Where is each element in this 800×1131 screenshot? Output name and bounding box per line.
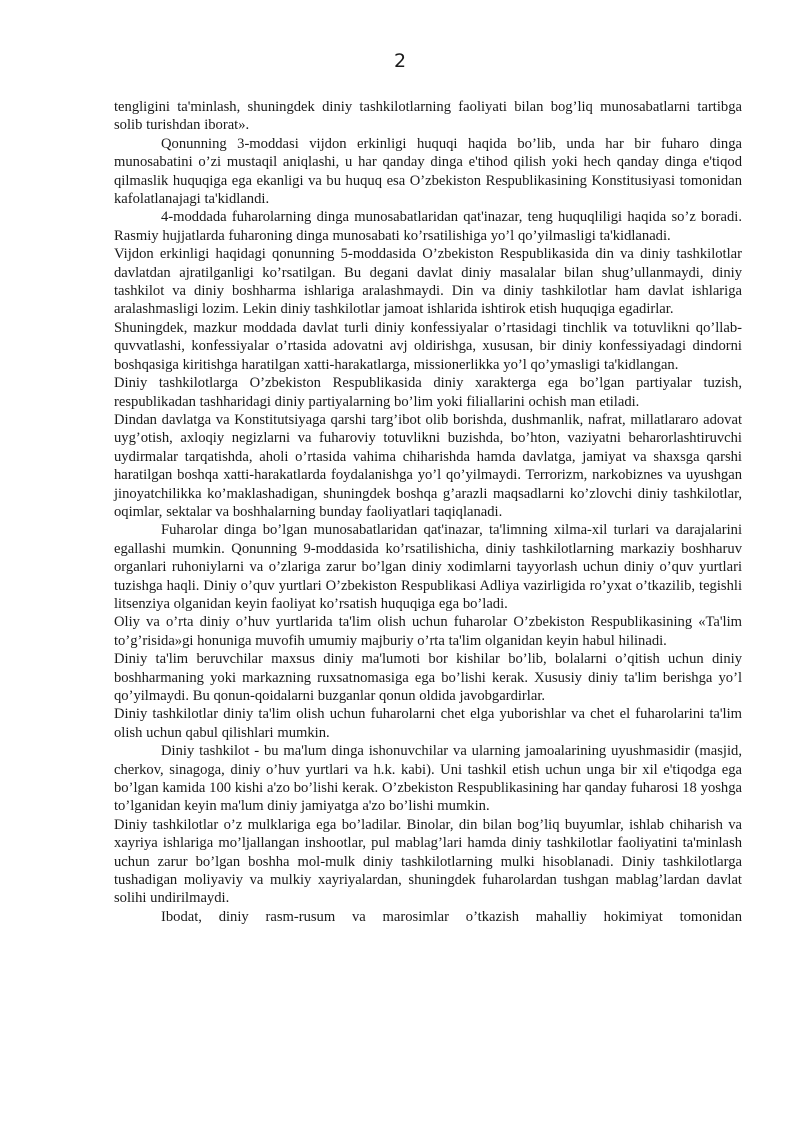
- paragraph: Vijdon erkinligi haqidagi qonunning 5-moddasida O’zbekiston Respublikasida din va diniy tashkilotlar davlatdan ajratilganligi ko’rsatilgan. Bu degani davlat diniy masalalar bilan shug’ullanmaydi, diniy tashkilot va diniy boshharma ishlariga aralashmaydi. Din va diniy tashkilotlar ham davlat ishlariga aralashmasligi lozim. Lekin diniy tashkilotlar jamoat ishlarida ishtirok etish huquqiga egadirlar.: [114, 246, 742, 318]
- paragraph: Diniy tashkilot - bu ma'lum dinga ishonuvchilar va ularning jamoalarining uyushmasidir (masjid, cherkov, sinagoga, diniy o’huv yurtlari va h.k. kabi). Uni tashkil etish uchun unga bir xil e'tiqodga ega bo’lgan kamida 100 kishi a'zo bo’lishi kerak. O’zbekiston Respublikasining har qanday fuharosi 18 yoshga to’lganidan keyin ma'lum diniy jamiyatga a'zo bo’lishi mumkin.: [114, 743, 742, 815]
- paragraph: Diniy ta'lim beruvchilar maxsus diniy ma'lumoti bor kishilar bo’lib, bolalarni o’qitish uchun diniy boshharmaning yoki markazning ruxsatnomasiga ega bo’lishi kerak. Xususiy diniy ta'lim berishga yo’l qo’yilmaydi. Bu qonun-qoidalarni buzganlar qonun oldida javobgardirlar.: [114, 651, 742, 704]
- paragraph: 4-moddada fuharolarning dinga munosabatlaridan qat'inazar, teng huquqliligi haqida so’z boradi. Rasmiy hujjatlarda fuharoning dinga munosabati ko’rsatilishiga yo’l qo’yilmasligi ta'kidlanadi.: [114, 209, 742, 244]
- paragraph: Diniy tashkilotlarga O’zbekiston Respublikasida diniy xarakterga ega bo’lgan partiyalar tuzish, respublikadan tashharidagi diniy partiyalarning bo’lim yoki filiallarini ochish man etiladi.: [114, 375, 742, 410]
- paragraph: Oliy va o’rta diniy o’huv yurtlarida ta'lim olish uchun fuharolar O’zbekiston Respublikasining «Ta'lim to’g’risida»gi honuniga muvofih umumiy majburiy o’rta ta'lim olganidan keyin habul hilinadi.: [114, 614, 742, 649]
- paragraph: Diniy tashkilotlar o’z mulklariga ega bo’ladilar. Binolar, din bilan bog’liq buyumlar, ishlab chiharish va xayriya ishlariga mo’ljallangan inshootlar, pul mablag’lari hamda diniy tashkilotlar faoliyatini ta'minlash uchun zarur bo’lgan boshha mol-mulk diniy tashkilotlarning mulki hisoblanadi. Diniy tashkilotlarga tushadigan moliyaviy va mulkiy xayriyalardan, shuningdek fuharolardan tushgan mablag’lardan davlat solihi undirilmaydi.: [114, 816, 742, 907]
- paragraph: tengligini ta'minlash, shuningdek diniy tashkilotlarning faoliyati bilan bog’liq munosabatlarni tartibga solib turishdan iborat».: [114, 99, 742, 134]
- body-text: [114, 98, 742, 926]
- page-number: 2: [393, 50, 407, 72]
- paragraph: Diniy tashkilotlar diniy ta'lim olish uchun fuharolarni chet elga yuborishlar va chet el fuharolarini ta'lim olish uchun qabul qilishlari mumkin.: [114, 706, 742, 741]
- paragraph: Dindan davlatga va Konstitutsiyaga qarshi targ’ibot olib borishda, dushmanlik, nafrat, millatlararo adovat uyg’otish, axloqiy negizlarni va fuharoviy totuvlikni buzishda, bo’hton, vaziyatni beharorlashtiruvchi uydirmalar tarqatishda, aholi o’rtasida vahima chiharishda hamda davlatga, jamiyat va shaxsga qarshi haratilgan boshqa xatti-harakatlarda foydalanishga yo’l qo’yilmaydi. Terrorizm, narkobiznes va uyushgan jinoyatchilikka ko’maklashadigan, shuningdek boshqa g’arazli maqsadlarni ko’zlovchi diniy tashkilotlar, oqimlar, sektalar va boshhalarning bunday faoliyatlari taqiqlanadi.: [114, 411, 742, 520]
- paragraph: Qonunning 3-moddasi vijdon erkinligi huquqi haqida bo’lib, unda har bir fuharo dinga munosabatini o’zi mustaqil aniqlashi, u har qanday dinga e'tihod qilish yoki hech qanday dinga e'tiqod qilmaslik huquqiga ega ekanligi va bu huquq esa O’zbekiston Respublikasining Konstitusiyasi tomonidan kafolatlanajagi ta'kidlandi.: [114, 135, 742, 208]
- paragraph: Shuningdek, mazkur moddada davlat turli diniy konfessiyalar o’rtasidagi tinchlik va totuvlikni qo’llab-quvvatlashi, konfessiyalar o’rtasida adovatni avj oldirishga, xususan, bir diniy konfessiyadagi dindorni boshqasiga kiritishga haratilgan xatti-harakatlarga, missionerlikka yo’l qo’ymasligi ta'kidlangan.: [114, 319, 742, 373]
- paragraph: Fuharolar dinga bo’lgan munosabatlaridan qat'inazar, ta'limning xilma-xil turlari va darajalarini egallashi mumkin. Qonunning 9-moddasida ko’rsatilishicha, diniy tashkilotlarning markaziy boshharuv organlari ruhoniylarni va o’zlariga zarur bo’lgan diniy xodimlarni tayyorlash uchun diniy o’quv yurtlari tuzishga haqli. Diniy o’quv yurtlari O’zbekiston Respublikasi Adliya vazirligida ro’yxat o’tkazilib, tegishli litsenziya olganidan keyin faoliyat ko’rsatish huquqiga ega bo’ladi.: [114, 522, 742, 612]
- paragraph: Ibodat, diniy rasm-rusum va marosimlar o’tkazish mahalliy hokimiyat tomonidan: [161, 908, 742, 925]
